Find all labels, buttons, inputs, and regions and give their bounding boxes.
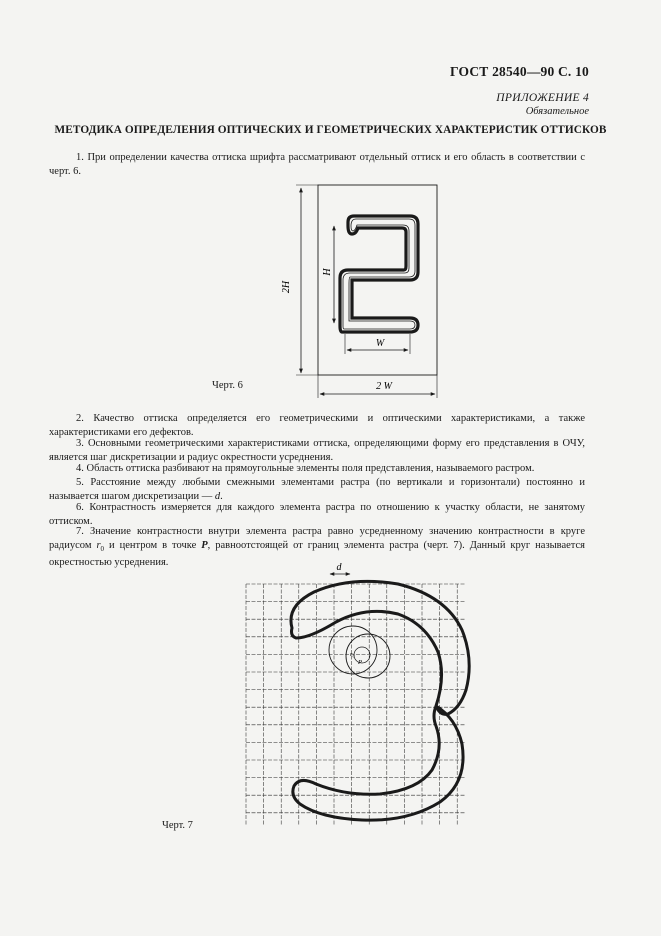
paragraph-7-p: P xyxy=(201,539,208,551)
fig7-label-d: d xyxy=(336,562,342,573)
figure-6-caption: Черт. 6 xyxy=(212,380,243,391)
fig6-label-h: H xyxy=(322,268,333,276)
paragraph-1: 1. При определении качества оттиска шрифта рассматривают отдельный оттиск и его область в соответствии с черт. 6. xyxy=(49,152,585,177)
page-header: ГОСТ 28540—90 С. 10 xyxy=(450,64,589,79)
paragraph-5-var: d xyxy=(214,490,221,502)
paragraph-7-sub: 0 xyxy=(100,544,105,553)
appendix-block xyxy=(496,92,589,118)
fig6-label-2h: 2H xyxy=(281,280,292,294)
fig6-label-2w: 2 W xyxy=(376,381,392,392)
fig7-s-outer xyxy=(291,581,469,714)
paragraph-7-r: r xyxy=(96,539,101,551)
fig7-grid xyxy=(246,584,466,826)
fig6-frame xyxy=(318,185,437,375)
document-title: МЕТОДИКА ОПРЕДЕЛЕНИЯ ОПТИЧЕСКИХ И ГЕОМЕТРИЧЕСКИХ ХАРАКТЕРИСТИК ОТТИСКОВ xyxy=(54,124,607,136)
paragraph-7-c: , равноотстоящей от границ элемента растра (черт. 7). Данный круг называется окрестностью усреднения. xyxy=(49,539,585,569)
fig7-circle-1 xyxy=(329,626,377,674)
fig7-circle-small xyxy=(354,647,370,663)
fig7-label-p: P xyxy=(358,659,362,666)
paragraph-7 xyxy=(49,525,585,570)
fig7-label-r0: r₀ xyxy=(350,651,355,658)
appendix-status: Обязательное xyxy=(525,106,589,117)
fig7-circle-2 xyxy=(346,634,390,678)
paragraph-2: 2. Качество оттиска определяется его геометрическими и оптическими характеристиками, а также характеристиками его дефектов. xyxy=(49,413,585,438)
paragraph-3: 3. Основными геометрическими характеристиками оттиска, определяющими форму его представления в ОЧУ, является шаг дискретизации и радиус окрестности усреднения. xyxy=(49,438,585,463)
paragraph-4: 4. Область оттиска разбивают на прямоугольные элементы поля представления, называемого растром. xyxy=(76,463,535,474)
paragraph-5-end: . xyxy=(220,490,223,502)
figure-7-caption: Черт. 7 xyxy=(162,820,193,831)
paragraph-5 xyxy=(49,476,585,503)
paragraph-7-a: 7. Значение контрастности внутри элемента растра равно усредненному значению контрастности в круге радиусом xyxy=(49,526,585,551)
appendix-label: ПРИЛОЖЕНИЕ 4 xyxy=(496,92,589,104)
fig6-label-w: W xyxy=(375,338,385,349)
fig6-glyph-inner xyxy=(343,219,415,329)
fig7-s-lower xyxy=(293,706,463,820)
paragraph-6: 6. Контрастность измеряется для каждого элемента растра по отношению к участку области, не занятому оттиском. xyxy=(49,502,585,527)
fig6-glyph-outer xyxy=(340,216,418,332)
paragraph-5-text: 5. Расстояние между любыми смежными элементами растра (по вертикали и горизонтали) постоянно и называется шагом дискретизации — xyxy=(49,477,585,502)
paragraph-7-b: и центром в точке xyxy=(104,539,202,551)
